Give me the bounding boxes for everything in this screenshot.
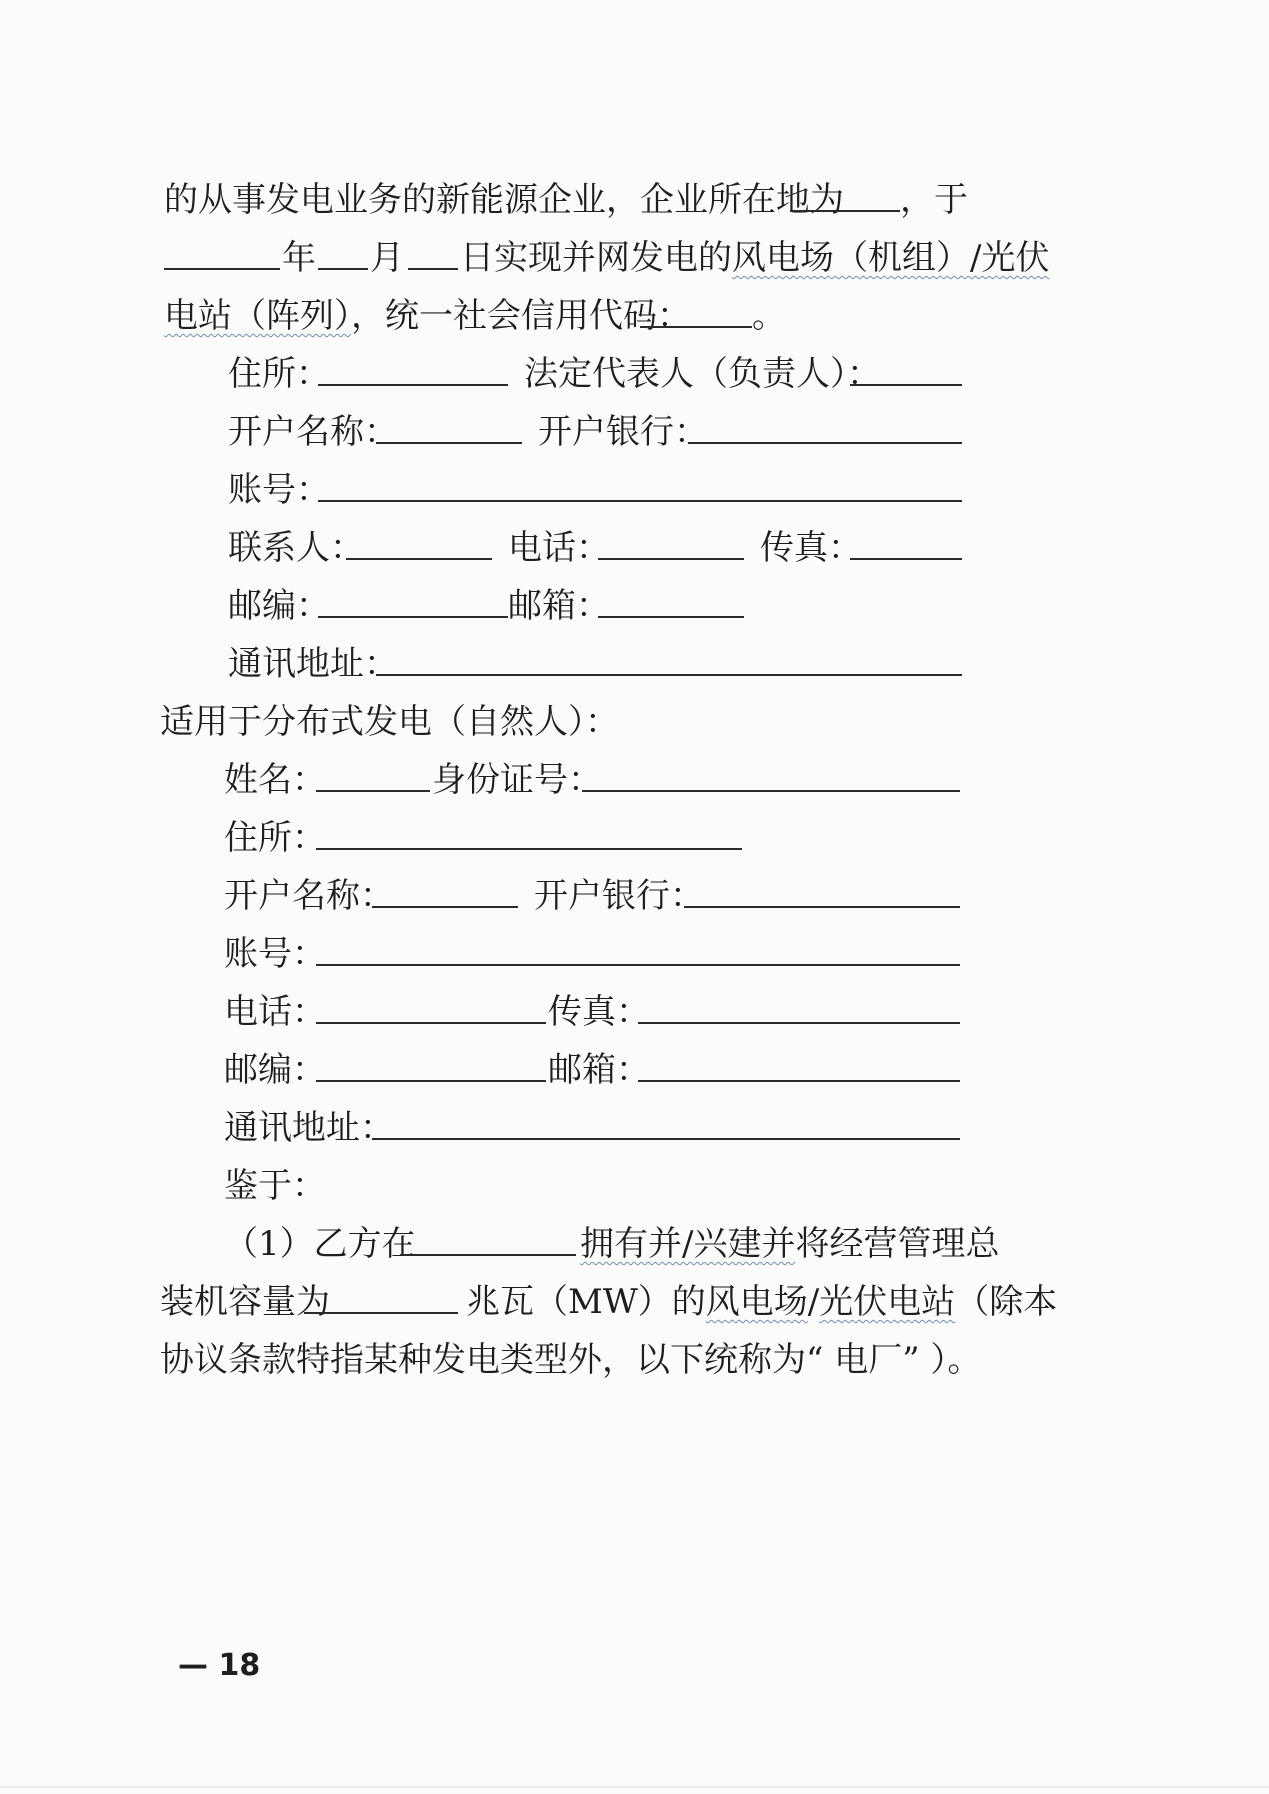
company-mail-address-label: 通讯地址： <box>228 644 398 684</box>
person-account-no-field[interactable] <box>316 962 960 966</box>
pv-station-term: 光伏电站 <box>819 1282 956 1322</box>
company-address-field[interactable] <box>318 382 508 386</box>
person-phone-label: 电话： <box>224 992 326 1032</box>
company-rep-label: 法定代表人（负责人）： <box>524 354 881 394</box>
person-account-no-label: 账号： <box>224 934 326 974</box>
credit-code-blank[interactable] <box>640 324 752 328</box>
person-bank-label: 开户银行： <box>534 876 704 916</box>
company-fax-label: 传真： <box>760 528 862 568</box>
company-phone-label: 电话： <box>508 528 610 568</box>
person-postcode-label: 邮编： <box>224 1050 326 1090</box>
whereas-p2-rest <box>466 1280 1057 1324</box>
company-email-field[interactable] <box>598 614 744 618</box>
person-mail-address-field[interactable] <box>372 1136 960 1140</box>
whereas-p1-b: 将经营管理总 <box>795 1224 1000 1264</box>
company-contact-label: 联系人： <box>228 528 364 568</box>
person-heading: 适用于分布式发电（自然人）： <box>160 702 619 742</box>
company-bank-field[interactable] <box>688 440 962 444</box>
person-address-field[interactable] <box>316 846 742 850</box>
company-account-name-label: 开户名称： <box>228 412 398 452</box>
company-postcode-label: 邮编： <box>228 586 330 626</box>
company-fax-field[interactable] <box>850 556 962 560</box>
intro-period: 。 <box>752 296 786 336</box>
company-address-label: 住所： <box>228 354 330 394</box>
month-label: 月 <box>370 238 404 278</box>
page-number: — 18 <box>178 1648 261 1683</box>
company-email-label: 邮箱： <box>508 586 610 626</box>
month-blank[interactable] <box>318 266 368 270</box>
company-account-name-field[interactable] <box>376 440 522 444</box>
person-name-label: 姓名： <box>224 760 326 800</box>
company-rep-field[interactable] <box>850 382 962 386</box>
person-id-field[interactable] <box>582 788 960 792</box>
credit-code-label: ，统一社会信用代码： <box>351 296 691 336</box>
plant-location-blank[interactable] <box>400 1252 576 1256</box>
whereas-p2-b: 兆瓦（MW）的 <box>466 1282 706 1322</box>
intro-text-1b: ，于 <box>900 180 968 220</box>
person-postcode-field[interactable] <box>316 1078 546 1082</box>
intro-line-3 <box>164 294 691 338</box>
day-blank[interactable] <box>408 266 458 270</box>
wind-pv-term: 风电场（机组）/光伏 <box>732 238 1050 278</box>
intro-line-1 <box>164 178 844 222</box>
company-postcode-field[interactable] <box>318 614 508 618</box>
person-email-field[interactable] <box>638 1078 960 1082</box>
company-mail-address-field[interactable] <box>376 672 962 676</box>
intro-line-2-text <box>460 236 1049 280</box>
own-build-term: 拥有并/兴建并 <box>580 1224 796 1264</box>
person-name-field[interactable] <box>316 788 430 792</box>
person-address-label: 住所： <box>224 818 326 858</box>
page-bottom-edge <box>0 1786 1269 1788</box>
person-phone-field[interactable] <box>316 1020 546 1024</box>
whereas-p2-a: 装机容量为 <box>160 1282 330 1322</box>
location-blank[interactable] <box>790 208 900 212</box>
whereas-p2-slash: / <box>807 1282 820 1322</box>
person-bank-field[interactable] <box>684 904 960 908</box>
year-blank[interactable] <box>164 266 280 270</box>
whereas-label: 鉴于： <box>224 1166 326 1206</box>
whereas-p1-rest <box>580 1222 999 1266</box>
whereas-p1-a: （1）乙方在 <box>224 1224 416 1264</box>
person-account-name-label: 开户名称： <box>224 876 394 916</box>
person-fax-field[interactable] <box>638 1020 960 1024</box>
intro-text-1a: 的从事发电业务的新能源企业，企业所在地为 <box>164 180 844 220</box>
capacity-blank[interactable] <box>304 1310 458 1314</box>
person-account-name-field[interactable] <box>372 904 518 908</box>
company-account-no-field[interactable] <box>318 498 962 502</box>
station-array-term: 电站（阵列） <box>164 296 351 336</box>
company-bank-label: 开户银行： <box>538 412 708 452</box>
person-mail-address-label: 通讯地址： <box>224 1108 394 1148</box>
wind-farm-term: 风电场 <box>705 1282 808 1322</box>
whereas-p2-c: （除本 <box>955 1282 1058 1322</box>
intro-text-2c: 日实现并网发电的 <box>460 238 732 278</box>
company-account-no-label: 账号： <box>228 470 330 510</box>
year-label: 年 <box>282 238 316 278</box>
company-phone-field[interactable] <box>598 556 744 560</box>
company-contact-field[interactable] <box>346 556 492 560</box>
person-fax-label: 传真： <box>548 992 650 1032</box>
whereas-p3: 协议条款特指某种发电类型外，以下统称为“ 电厂” ）。 <box>160 1340 982 1380</box>
person-id-label: 身份证号： <box>432 760 602 800</box>
person-email-label: 邮箱： <box>548 1050 650 1090</box>
